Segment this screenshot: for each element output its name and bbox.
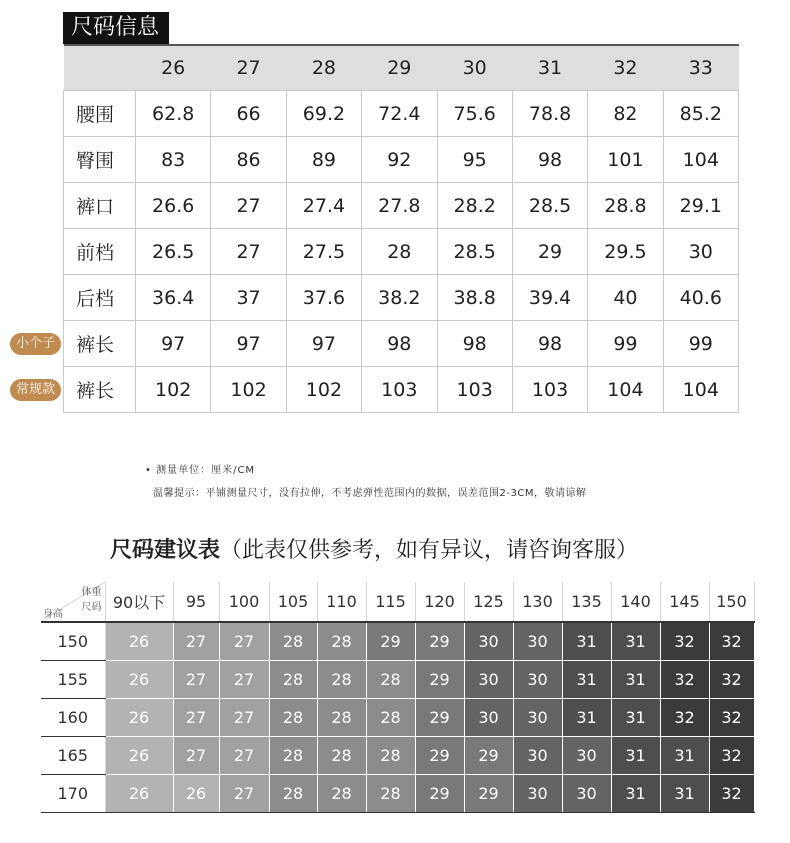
size-header-cell: 31 <box>512 45 587 91</box>
weight-header-cell: 105 <box>269 582 317 622</box>
measurement-label: 前档 <box>64 229 136 275</box>
recommended-size-cell: 31 <box>562 699 611 737</box>
recommended-size-cell: 32 <box>709 775 754 813</box>
measurement-value: 104 <box>663 137 738 183</box>
height-row <box>41 775 754 813</box>
recommended-size-cell: 28 <box>317 737 366 775</box>
measurement-value: 97 <box>136 321 211 367</box>
recommended-size-cell: 28 <box>366 775 415 813</box>
recommended-size-cell: 30 <box>464 699 513 737</box>
header-corner-cell <box>64 45 136 91</box>
recommended-size-cell: 26 <box>173 775 219 813</box>
measurement-value: 98 <box>512 321 587 367</box>
measurement-label: 裤长 <box>64 321 136 367</box>
size-recommendation-table <box>41 582 755 813</box>
height-row <box>41 699 754 737</box>
measurement-value: 29.1 <box>663 183 738 229</box>
measurement-value: 101 <box>588 137 663 183</box>
corner-weight-label: 体重 <box>81 587 102 598</box>
measurement-value: 38.8 <box>437 275 512 321</box>
measurement-label: 臀围 <box>64 137 136 183</box>
measurement-value: 30 <box>663 229 738 275</box>
recommended-size-cell: 26 <box>105 699 173 737</box>
recommended-size-cell: 29 <box>415 737 464 775</box>
measurement-value: 98 <box>362 321 437 367</box>
measurement-value: 82 <box>588 91 663 137</box>
measurement-value: 97 <box>286 321 361 367</box>
weight-header-cell: 150 <box>709 582 754 622</box>
corner-header-cell <box>41 582 105 622</box>
measurement-value: 66 <box>211 91 286 137</box>
recommended-size-cell: 27 <box>219 661 269 699</box>
measurement-value: 104 <box>663 367 738 413</box>
measurement-value: 78.8 <box>512 91 587 137</box>
measurement-value: 75.6 <box>437 91 512 137</box>
measurement-value: 98 <box>437 321 512 367</box>
size-header-cell: 30 <box>437 45 512 91</box>
height-cell: 160 <box>41 699 105 737</box>
weight-header-cell: 100 <box>219 582 269 622</box>
recommended-size-cell: 29 <box>366 622 415 661</box>
measurement-label: 裤长 <box>64 367 136 413</box>
measurement-value: 37.6 <box>286 275 361 321</box>
measurement-unit-note: • 测量单位：厘米/CM <box>145 465 256 476</box>
measurement-value: 89 <box>286 137 361 183</box>
recommended-size-cell: 28 <box>269 622 317 661</box>
recommended-size-cell: 31 <box>611 699 660 737</box>
measurement-value: 28.2 <box>437 183 512 229</box>
measurement-label: 后档 <box>64 275 136 321</box>
recommendation-title-note: （此表仅供参考，如有异议，请咨询客服） <box>220 538 639 563</box>
measurement-value: 27 <box>211 229 286 275</box>
measurement-tip-note: 温馨提示：平铺测量尺寸，没有拉伸，不考虑弹性范围内的数据，误差范围2-3CM，敬请谅解 <box>153 488 587 499</box>
measurement-value: 28.5 <box>512 183 587 229</box>
weight-header-cell: 115 <box>366 582 415 622</box>
size-row <box>64 137 739 183</box>
recommended-size-cell: 31 <box>611 661 660 699</box>
recommended-size-cell: 32 <box>709 622 754 661</box>
recommended-size-cell: 31 <box>660 775 709 813</box>
size-row <box>64 91 739 137</box>
measurement-value: 92 <box>362 137 437 183</box>
recommended-size-cell: 30 <box>464 661 513 699</box>
recommended-size-cell: 26 <box>105 622 173 661</box>
measurement-value: 102 <box>286 367 361 413</box>
recommended-size-cell: 30 <box>513 775 562 813</box>
height-row <box>41 622 754 661</box>
recommended-size-cell: 28 <box>317 622 366 661</box>
recommended-size-cell: 27 <box>173 622 219 661</box>
recommended-size-cell: 30 <box>513 622 562 661</box>
recommended-size-cell: 32 <box>660 661 709 699</box>
recommended-size-cell: 31 <box>562 661 611 699</box>
recommended-size-cell: 32 <box>709 661 754 699</box>
measurement-value: 69.2 <box>286 91 361 137</box>
recommended-size-cell: 28 <box>317 775 366 813</box>
height-row <box>41 661 754 699</box>
recommended-size-cell: 31 <box>562 622 611 661</box>
weight-header-row <box>41 582 754 622</box>
size-header-row <box>64 45 739 91</box>
size-info-title: 尺码信息 <box>63 12 169 44</box>
recommended-size-cell: 28 <box>317 699 366 737</box>
height-cell: 170 <box>41 775 105 813</box>
size-row <box>64 367 739 413</box>
recommended-size-cell: 27 <box>173 661 219 699</box>
recommended-size-cell: 30 <box>513 661 562 699</box>
recommended-size-cell: 30 <box>562 775 611 813</box>
weight-header-cell: 120 <box>415 582 464 622</box>
weight-header-cell: 135 <box>562 582 611 622</box>
recommended-size-cell: 27 <box>219 622 269 661</box>
measurement-value: 83 <box>136 137 211 183</box>
weight-header-cell: 110 <box>317 582 366 622</box>
recommended-size-cell: 28 <box>317 661 366 699</box>
recommended-size-cell: 29 <box>415 661 464 699</box>
recommended-size-cell: 27 <box>173 699 219 737</box>
recommended-size-cell: 28 <box>366 737 415 775</box>
corner-size-label: 尺码 <box>81 602 102 613</box>
recommended-size-cell: 29 <box>415 622 464 661</box>
measurement-value: 39.4 <box>512 275 587 321</box>
recommended-size-cell: 30 <box>464 622 513 661</box>
recommended-size-cell: 29 <box>415 775 464 813</box>
recommended-size-cell: 28 <box>366 661 415 699</box>
size-header-cell: 33 <box>663 45 738 91</box>
measurement-value: 86 <box>211 137 286 183</box>
recommended-size-cell: 32 <box>660 622 709 661</box>
measurement-label: 腰围 <box>64 91 136 137</box>
size-info-table <box>63 44 739 413</box>
weight-header-cell: 125 <box>464 582 513 622</box>
recommended-size-cell: 29 <box>464 737 513 775</box>
recommended-size-cell: 28 <box>269 699 317 737</box>
recommendation-title <box>110 533 638 564</box>
corner-height-label: 身高 <box>43 609 63 620</box>
recommended-size-cell: 26 <box>105 661 173 699</box>
recommended-size-cell: 31 <box>611 775 660 813</box>
recommended-size-cell: 28 <box>269 737 317 775</box>
recommended-size-cell: 32 <box>660 699 709 737</box>
size-header-cell: 28 <box>286 45 361 91</box>
measurement-value: 102 <box>136 367 211 413</box>
measurement-value: 29 <box>512 229 587 275</box>
recommended-size-cell: 31 <box>660 737 709 775</box>
height-row <box>41 737 754 775</box>
measurement-value: 29.5 <box>588 229 663 275</box>
recommended-size-cell: 26 <box>105 737 173 775</box>
measurement-value: 103 <box>512 367 587 413</box>
measurement-value: 95 <box>437 137 512 183</box>
measurement-value: 28.8 <box>588 183 663 229</box>
measurement-value: 102 <box>211 367 286 413</box>
measurement-value: 40.6 <box>663 275 738 321</box>
size-header-cell: 29 <box>362 45 437 91</box>
measurement-value: 26.6 <box>136 183 211 229</box>
measurement-value: 98 <box>512 137 587 183</box>
recommended-size-cell: 27 <box>173 737 219 775</box>
measurement-value: 85.2 <box>663 91 738 137</box>
measurement-value: 97 <box>211 321 286 367</box>
recommended-size-cell: 26 <box>105 775 173 813</box>
size-row <box>64 229 739 275</box>
measurement-value: 40 <box>588 275 663 321</box>
recommended-size-cell: 27 <box>219 775 269 813</box>
recommended-size-cell: 28 <box>269 661 317 699</box>
corner-diagonal <box>41 582 105 621</box>
measurement-value: 27.8 <box>362 183 437 229</box>
measurement-value: 27.5 <box>286 229 361 275</box>
recommended-size-cell: 27 <box>219 699 269 737</box>
size-row <box>64 321 739 367</box>
measurement-value: 36.4 <box>136 275 211 321</box>
measurement-value: 28 <box>362 229 437 275</box>
measurement-label: 裤口 <box>64 183 136 229</box>
recommended-size-cell: 28 <box>269 775 317 813</box>
measurement-value: 37 <box>211 275 286 321</box>
size-row <box>64 183 739 229</box>
measurement-value: 27 <box>211 183 286 229</box>
measurement-value: 28.5 <box>437 229 512 275</box>
measurement-value: 104 <box>588 367 663 413</box>
style-badge: 小个子 <box>10 333 61 355</box>
measurement-value: 38.2 <box>362 275 437 321</box>
measurement-value: 26.5 <box>136 229 211 275</box>
recommended-size-cell: 29 <box>415 699 464 737</box>
recommended-size-cell: 31 <box>611 622 660 661</box>
weight-header-cell: 90以下 <box>105 582 173 622</box>
weight-header-cell: 145 <box>660 582 709 622</box>
recommended-size-cell: 32 <box>709 737 754 775</box>
measurement-value: 72.4 <box>362 91 437 137</box>
size-row <box>64 275 739 321</box>
height-cell: 165 <box>41 737 105 775</box>
recommended-size-cell: 30 <box>513 737 562 775</box>
recommended-size-cell: 27 <box>219 737 269 775</box>
height-cell: 150 <box>41 622 105 661</box>
weight-header-cell: 95 <box>173 582 219 622</box>
size-header-cell: 27 <box>211 45 286 91</box>
recommended-size-cell: 29 <box>464 775 513 813</box>
recommended-size-cell: 31 <box>611 737 660 775</box>
weight-header-cell: 130 <box>513 582 562 622</box>
recommended-size-cell: 28 <box>366 699 415 737</box>
recommended-size-cell: 30 <box>513 699 562 737</box>
measurement-value: 99 <box>588 321 663 367</box>
recommended-size-cell: 32 <box>709 699 754 737</box>
measurement-value: 27.4 <box>286 183 361 229</box>
recommendation-title-main: 尺码建议表 <box>110 538 221 563</box>
measurement-value: 103 <box>437 367 512 413</box>
recommended-size-cell: 30 <box>562 737 611 775</box>
size-header-cell: 32 <box>588 45 663 91</box>
measurement-value: 99 <box>663 321 738 367</box>
style-badge: 常规款 <box>10 379 61 401</box>
measurement-value: 103 <box>362 367 437 413</box>
weight-header-cell: 140 <box>611 582 660 622</box>
height-cell: 155 <box>41 661 105 699</box>
measurement-value: 62.8 <box>136 91 211 137</box>
size-header-cell: 26 <box>136 45 211 91</box>
